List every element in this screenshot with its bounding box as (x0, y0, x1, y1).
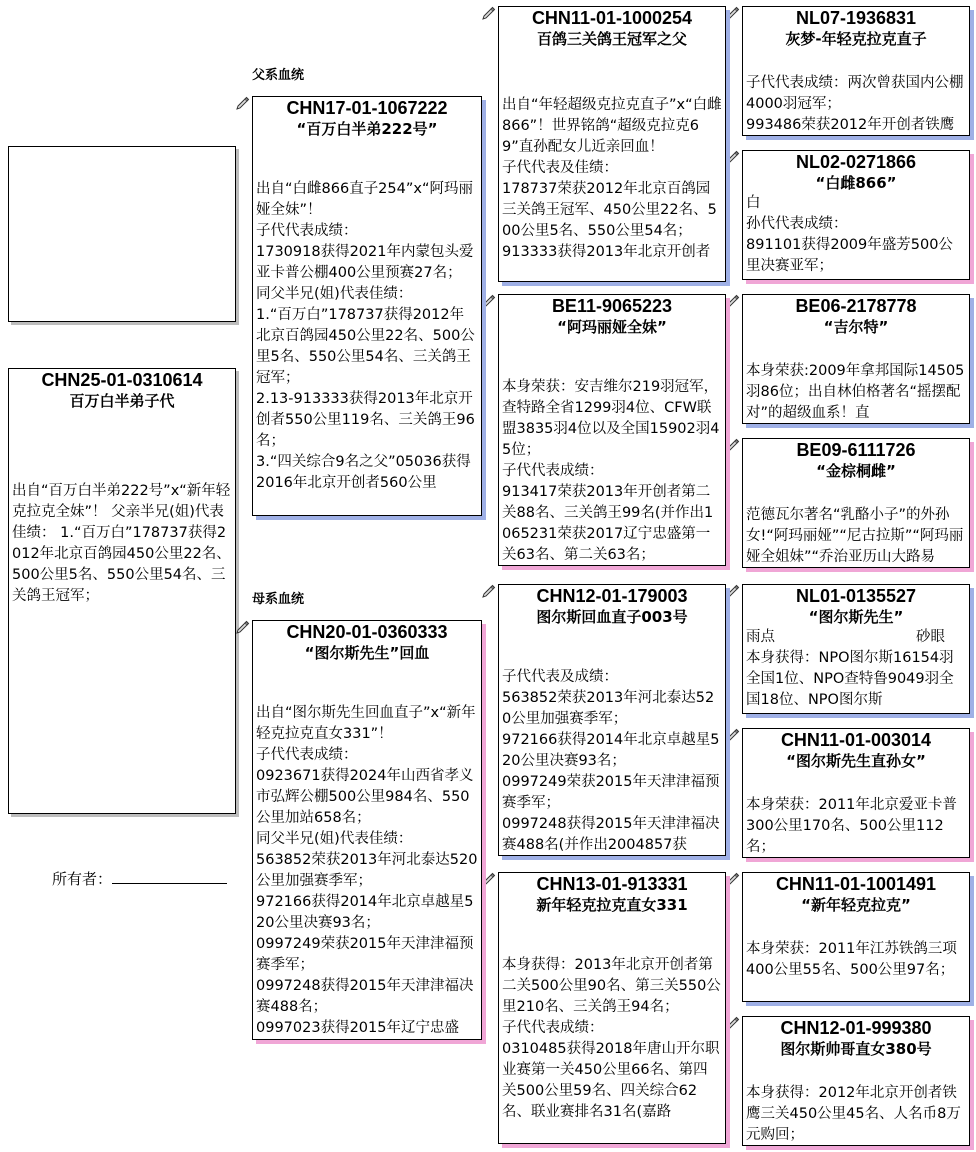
dsd-name: “图尔斯先生直孙女” (786, 752, 926, 770)
pencil-icon[interactable] (482, 584, 496, 598)
ddd-ring-number: CHN12-01-999380 (780, 1018, 932, 1038)
sds-name: “吉尔特” (823, 318, 889, 336)
pencil-icon[interactable] (482, 6, 496, 20)
dds-card (742, 872, 970, 1002)
dam-sire-card (498, 584, 726, 856)
dam-dam-ring-number: CHN13-01-913331 (536, 874, 688, 894)
pencil-icon[interactable] (726, 1016, 740, 1030)
dam-sire-name: 图尔斯回血直子003号 (536, 608, 688, 626)
sdd-card (742, 438, 970, 568)
ddd-description: 本身获得：2012年北京开创者铁鹰三关450公里45名、人名币8万元购回； (746, 1085, 961, 1143)
sds-ring-number: BE06-2178778 (795, 296, 917, 316)
dss-description: 本身获得：NPO图尔斯16154羽全国1位、NPO查特鲁9049羽全国18位、NPO图尔斯 (746, 650, 954, 708)
sire-card (252, 96, 482, 516)
sss-ring-number: NL07-1936831 (795, 8, 917, 28)
dam-sire-description: 子代代表及成绩： 563852荣获2013年河北泰达520公里加强赛季军； 972166获得2014年北京卓越星520公里决赛93名； 0997249荣获2015年天津津福预赛季军； 0997248获得2015年天津津福决赛488名(并作出2004857获 (502, 669, 720, 853)
ssd-card (742, 150, 970, 280)
ddd-name: 图尔斯帅哥直女380号 (780, 1040, 932, 1058)
ssd-description: 白 孙代代表成绩： 891101获得2009年盛芳500公里决赛亚军； (746, 195, 953, 274)
pencil-icon[interactable] (726, 294, 740, 308)
pencil-icon[interactable] (726, 150, 740, 164)
dam-line-label: 母系血统 (252, 592, 305, 607)
sire-sire-description: 出自“年轻超级克拉克直子”x“白雌866”！世界铭鸽“超级克拉克69”直孙配女儿近亲回血！ 子代代表及佳绩： 178737荣获2012年北京百鸽园三关鸽王冠军、450公里22名、500公里5名、550公里54名； 913333获得2013年北京开创者 (502, 97, 722, 260)
ssd-ring-number: NL02-0271866 (795, 152, 917, 172)
sire-dam-name: “阿玛丽娅全妹” (557, 318, 667, 336)
pencil-icon[interactable] (726, 6, 740, 20)
owner-line (112, 871, 227, 884)
dam-ring-number: CHN20-01-0360333 (286, 622, 448, 642)
sss-card (742, 6, 970, 136)
sdd-description: 范德瓦尔著名“乳酪小子”的外孙女!“阿玛丽娅”“尼古拉斯”“阿玛丽娅全姐妹”“乔治亚历山大路易 (746, 507, 964, 565)
pencil-icon[interactable] (726, 872, 740, 886)
dss-name: “图尔斯先生” (808, 608, 904, 626)
dam-dam-name: 新年轻克拉克直女331 (536, 896, 688, 914)
subject-name: 百万白半弟子代 (69, 392, 175, 410)
dam-card (252, 620, 482, 1040)
pencil-icon[interactable] (726, 584, 740, 598)
dds-ring-number: CHN11-01-1001491 (775, 874, 937, 894)
dam-dam-card (498, 872, 726, 1144)
dam-dam-description: 本身获得：2013年北京开创者第二关500公里90名、第三关550公里210名、三关鸽王94名； 子代代表成绩： 0310485获得2018年唐山开尔职业赛第一关450公里66名、第四关500公里59名、四关综合62名、联业赛排名31名(嘉路 (502, 957, 721, 1120)
owner-field (52, 868, 227, 889)
sdd-name: “金棕桐雌” (816, 462, 896, 480)
sire-line-label: 父系血统 (252, 68, 305, 83)
ddd-card (742, 1016, 970, 1146)
dds-name: “新年轻克拉克” (801, 896, 911, 914)
subject-ring-number: CHN25-01-0310614 (41, 370, 203, 390)
pencil-icon[interactable] (236, 620, 250, 634)
dds-description: 本身荣获：2011年江苏铁鸽三项400公里55名、500公里97名； (746, 941, 957, 978)
owner-label: 所有者： (52, 870, 113, 888)
sss-name: 灰梦-年轻克拉克直子 (785, 30, 927, 48)
sds-description: 本身荣获:2009年拿邦国际14505羽86位；出自林伯格著名“摇摆配对”的超级血系！直 (746, 363, 965, 421)
photo-placeholder (8, 146, 236, 322)
dam-name: “图尔斯先生”回血 (304, 644, 430, 662)
dss-card (742, 584, 970, 714)
pencil-icon[interactable] (726, 728, 740, 742)
sds-card (742, 294, 970, 424)
dam-description: 出自“图尔斯先生回血直子”x“新年轻克拉克直女331”！ 子代代表成绩： 0923671获得2024年山西省孝义市弘辉公棚500公里984名、550公里加站658名； 同父半兄(姐)代表佳绩： 563852荣获2013年河北泰达520公里加强赛季军； 972166获得2014年北京卓越星520公里决赛93名； 0997249荣获2015年天津津福预赛季军； 0997248获得2015年天津津福决赛488名； 0997023获得2015年辽宁忠盛 (256, 705, 478, 1036)
sire-sire-ring-number: CHN11-01-1000254 (531, 8, 693, 28)
dsd-ring-number: CHN11-01-003014 (780, 730, 932, 750)
dss-eye-left: 雨点 (746, 629, 775, 645)
sss-description: 子代代表成绩：两次曾获国内公棚4000羽冠军； 993486荣获2012年开创者铁鹰 (746, 75, 964, 133)
dss-eye-row (743, 627, 969, 648)
dss-ring-number: NL01-0135527 (795, 586, 917, 606)
ssd-name: “白雌866” (815, 174, 897, 192)
pencil-icon[interactable] (236, 96, 250, 110)
sire-dam-description: 本身荣获：安吉维尔219羽冠军，查特路全省1299羽4位、CFW联盟3835羽4位以及全国15902羽45位； 子代代表成绩： 913417荣获2013年开创者第二关88名、三关鸽王99名(并作出1065231荣获2017辽宁忠盛第一关63名、第二关63名； (502, 379, 720, 563)
pencil-icon[interactable] (482, 294, 496, 308)
subject-description: 出自“百万白半弟222号”x“新年轻克拉克全妹”！ 父亲半兄(姐)代表佳绩： 1.“百万白”178737获得2012年北京百鸽园450公里22名、500公里5名、550公里54名、三关鸽王冠军； (12, 483, 231, 604)
subject-bird-card (8, 368, 236, 814)
sdd-ring-number: BE09-6111726 (796, 440, 916, 460)
sire-description: 出自“白雌866直子254”x“阿玛丽娅全妹”！ 子代代表成绩： 1730918获得2021年内蒙包头爱亚卡普公棚400公里预赛27名； 同父半兄(姐)代表佳绩： 1.“百万白”178737获得2012年北京百鸽园450公里22名、500公里5名、550公里54名、三关鸽王冠军； 2.13-913333获得2013年北京开创者550公里119名、三关鸽王96名； 3.“四关综合9名之父”05036获得2016年北京开创者560公里 (256, 181, 475, 491)
pencil-icon[interactable] (482, 872, 496, 886)
sire-name: “百万白半弟222号” (296, 120, 438, 138)
pencil-icon[interactable] (726, 438, 740, 452)
dsd-card (742, 728, 970, 858)
dam-sire-ring-number: CHN12-01-179003 (536, 586, 688, 606)
dss-eye-right: 砂眼 (916, 629, 945, 645)
sire-dam-ring-number: BE11-9065223 (551, 296, 673, 316)
sire-sire-card (498, 6, 726, 282)
sire-dam-card (498, 294, 726, 566)
dsd-description: 本身荣获：2011年北京爱亚卡普300公里170名、500公里112名； (746, 797, 957, 855)
sire-sire-name: 百鸽三关鸽王冠军之父 (536, 30, 687, 48)
sire-ring-number: CHN17-01-1067222 (286, 98, 448, 118)
